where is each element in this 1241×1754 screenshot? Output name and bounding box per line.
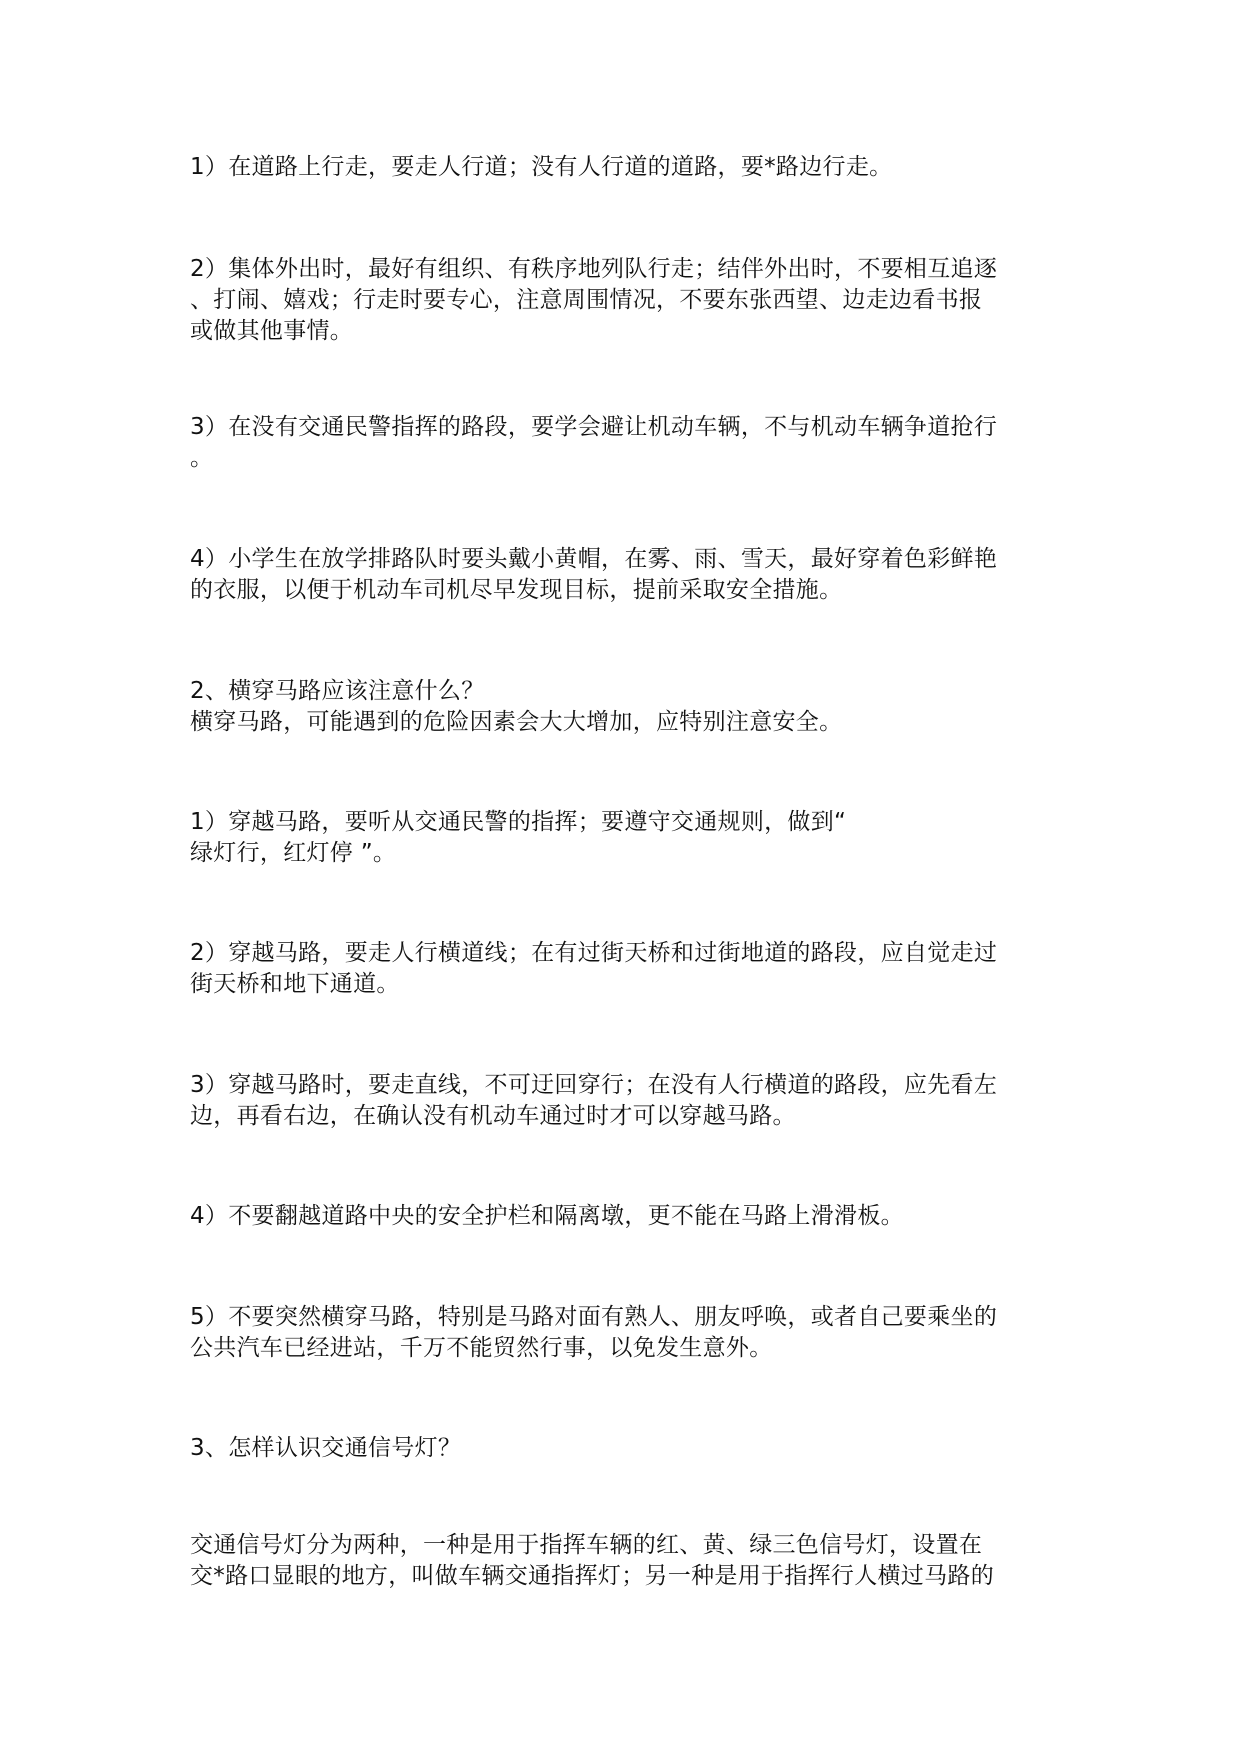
paragraph-9-line-1: 4）不要翻越道路中央的安全护栏和隔离墩，更不能在马路上滑滑板。 bbox=[190, 1203, 904, 1229]
paragraph-2-line-3: 或做其他事情。 bbox=[190, 318, 354, 344]
paragraph-2-line-1: 2）集体外出时，最好有组织、有秩序地列队行走；结伴外出时，不要相互追逐 bbox=[190, 256, 998, 282]
section-3-heading: 3、怎样认识交通信号灯？ bbox=[190, 1435, 462, 1461]
paragraph-4-line-2: 的衣服，以便于机动车司机尽早发现目标，提前采取安全措施。 bbox=[190, 577, 843, 603]
paragraph-6-line-1: 1）穿越马路，要听从交通民警的指挥；要遵守交通规则，做到“ bbox=[190, 809, 847, 835]
paragraph-10-line-2: 公共汽车已经进站，千万不能贸然行事，以免发生意外。 bbox=[190, 1335, 773, 1361]
paragraph-7-line-1: 2）穿越马路，要走人行横道线；在有过街天桥和过街地道的路段，应自觉走过 bbox=[190, 940, 998, 966]
paragraph-3-line-2: 。 bbox=[190, 445, 214, 471]
paragraph-2-line-2: 、打闹、嬉戏；行走时要专心，注意周围情况，不要东张西望、边走边看书报 bbox=[190, 287, 983, 313]
paragraph-8-line-2: 边，再看右边，在确认没有机动车通过时才可以穿越马路。 bbox=[190, 1103, 796, 1129]
paragraph-8-line-1: 3）穿越马路时，要走直线，不可迂回穿行；在没有人行横道的路段，应先看左 bbox=[190, 1072, 998, 1098]
section-2-intro: 横穿马路，可能遇到的危险因素会大大增加，应特别注意安全。 bbox=[190, 709, 843, 735]
paragraph-12-line-1: 交通信号灯分为两种，一种是用于指挥车辆的红、黄、绿三色信号灯，设置在 bbox=[190, 1532, 983, 1558]
paragraph-12-line-2: 交*路口显眼的地方，叫做车辆交通指挥灯；另一种是用于指挥行人横过马路的 bbox=[190, 1563, 994, 1589]
paragraph-10-line-1: 5）不要突然横穿马路，特别是马路对面有熟人、朋友呼唤，或者自己要乘坐的 bbox=[190, 1304, 998, 1330]
section-2-heading: 2、横穿马路应该注意什么？ bbox=[190, 678, 485, 704]
paragraph-7-line-2: 街天桥和地下通道。 bbox=[190, 971, 400, 997]
paragraph-3-line-1: 3）在没有交通民警指挥的路段，要学会避让机动车辆，不与机动车辆争道抢行 bbox=[190, 414, 998, 440]
paragraph-4-line-1: 4）小学生在放学排路队时要头戴小黄帽，在雾、雨、雪天，最好穿着色彩鲜艳 bbox=[190, 546, 998, 572]
paragraph-1-line-1: 1）在道路上行走，要走人行道；没有人行道的道路，要*路边行走。 bbox=[190, 154, 893, 180]
paragraph-6-line-2: 绿灯行，红灯停 ”。 bbox=[190, 840, 397, 866]
